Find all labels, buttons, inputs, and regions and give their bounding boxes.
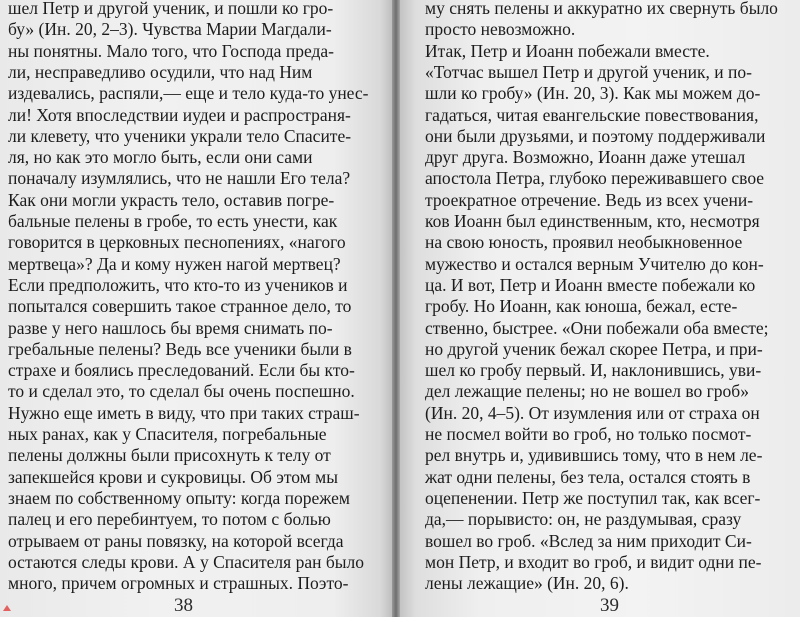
text-line: запекшейся крови и сукровицы. Об этом мы — [8, 466, 338, 487]
text-line: дел лежащие пелены; но не вошел во гроб» — [425, 381, 749, 402]
text-line: поначалу изумлялись, что не нашли Его тела? — [8, 168, 351, 189]
text-line: ца. И вот, Петр и Иоанн вместе побежали ко — [425, 274, 756, 295]
text-line: они были друзьями, и поэтому поддерживали — [425, 125, 766, 146]
page-number-right: 39 — [600, 595, 619, 616]
text-line: ственно, быстрее. «Они побежали оба вместе; — [425, 317, 769, 338]
text-line: ли клевету, что ученики украли тело Спасите- — [8, 125, 352, 146]
text-line: мертвеца»? Да и кому нужен нагой мертвец? — [8, 253, 341, 274]
text-line: троекратное отречение. Ведь из всех учени- — [425, 189, 754, 210]
text-line: рел внутрь и, удивившись тому, что в нем ле- — [425, 445, 763, 466]
text-line: ков Иоанн был единственным, кто, несмотря — [425, 211, 760, 231]
text-line: друг друга. Возможно, Иоанн даже утешал — [425, 147, 746, 168]
text-line: (Ин. 20, 4–5). От изумления или от страха он — [425, 402, 760, 423]
text-line: шел Петр и другой ученик, и пошли ко гро- — [8, 0, 334, 18]
text-line: гребальные пелены? Ведь все ученики были в — [8, 338, 352, 359]
text-line: много, причем огромных и страшных. Поэто- — [8, 573, 349, 594]
text-line: не посмел войти во гроб, но только посмот- — [425, 424, 752, 444]
text-line: апостола Петра, глубоко переживавшего свое — [425, 168, 765, 189]
text-line: ля, но как это могло быть, если они сами — [8, 147, 313, 168]
text-line: шли ко гробу» (Ин. 20, 3). Как мы можем до- — [425, 83, 761, 104]
text-line: ных ранах, как у Спасителя, погребальные — [8, 424, 327, 444]
text-line: мужество и остался верным Учителю до кон- — [425, 253, 764, 274]
text-line: жат одни пелены, без тела, остался стоять в — [425, 466, 751, 487]
page-number-left: 38 — [174, 595, 193, 616]
text-line: разве у него нашлось бы время снимать по- — [8, 317, 333, 338]
text-line: бальные пелены в гробе, то есть унести, как — [8, 211, 338, 231]
text-line: гадаться, читая евангельские повествования, — [425, 104, 759, 125]
text-line: оцепенении. Петр же поступил так, как всег- — [425, 487, 761, 508]
text-line: му снять пелены и аккуратно их свернуть было — [425, 0, 778, 18]
text-line: палец и его перебинтуем, то потом с болью — [8, 509, 331, 530]
text-line: вошел во гроб. «Вслед за ним приходит Си- — [425, 530, 752, 551]
text-line: лены лежащие» (Ин. 20, 6). — [425, 573, 629, 594]
left-page — [0, 0, 392, 617]
text-line: страхе и боялись преследований. Если бы кто- — [8, 360, 355, 381]
book-gutter — [392, 0, 400, 617]
text-line: ны понятны. Мало того, что Господа преда- — [8, 40, 334, 61]
text-line: Если предположить, что кто-то из учеников и — [8, 274, 348, 295]
text-line: «Тотчас вышел Петр и другой ученик, и по- — [425, 61, 752, 82]
text-line: шел ко гробу первый. И, наклонившись, уви- — [425, 360, 762, 381]
text-line: Итак, Петр и Иоанн побежали вместе. — [425, 40, 710, 61]
text-line: пелены должны были присохнуть к телу от — [8, 445, 331, 466]
text-line: ли, несправедливо осудили, что над Ним — [8, 61, 313, 82]
text-line: попытался совершить такое странное дело, то — [8, 296, 352, 317]
text-line: на свою юность, проявил необыкновенное — [425, 232, 743, 253]
text-line: Нужно еще иметь в виду, что при таких страш- — [8, 402, 360, 423]
text-line: да,— порывисто: он, не раздумывая, сразу — [425, 509, 742, 530]
text-line: то и сделал это, то сделал бы очень поспешно. — [8, 381, 355, 402]
text-line: просто невозможно. — [425, 19, 576, 40]
corner-mark-icon — [3, 605, 11, 611]
text-line: ли! Хотя впоследствии иудеи и распространя- — [8, 104, 351, 125]
text-line: говорится в церковных песнопениях, «нагого — [8, 232, 346, 253]
text-line: но другой ученик бежал скорее Петра, и при- — [425, 338, 763, 359]
text-line: гробу. Но Иоанн, как юноша, бежал, есте- — [425, 296, 738, 317]
text-line: издевались, распяли,— еще и тело куда-то унес- — [8, 83, 369, 104]
text-line: знаем по собственному опыту: когда порежем — [8, 487, 350, 508]
right-page — [400, 0, 800, 617]
text-line: Как они могли украсть тело, оставив погре- — [8, 189, 335, 210]
text-line: мон Петр, и входит во гроб, и видит одни пе- — [425, 551, 762, 572]
text-line: остаются следы крови. А у Спасителя ран было — [8, 551, 364, 572]
text-line: бу» (Ин. 20, 2–3). Чувства Марии Магдали- — [8, 19, 332, 40]
text-line: отрываем от раны повязку, на которой всегда — [8, 530, 344, 551]
